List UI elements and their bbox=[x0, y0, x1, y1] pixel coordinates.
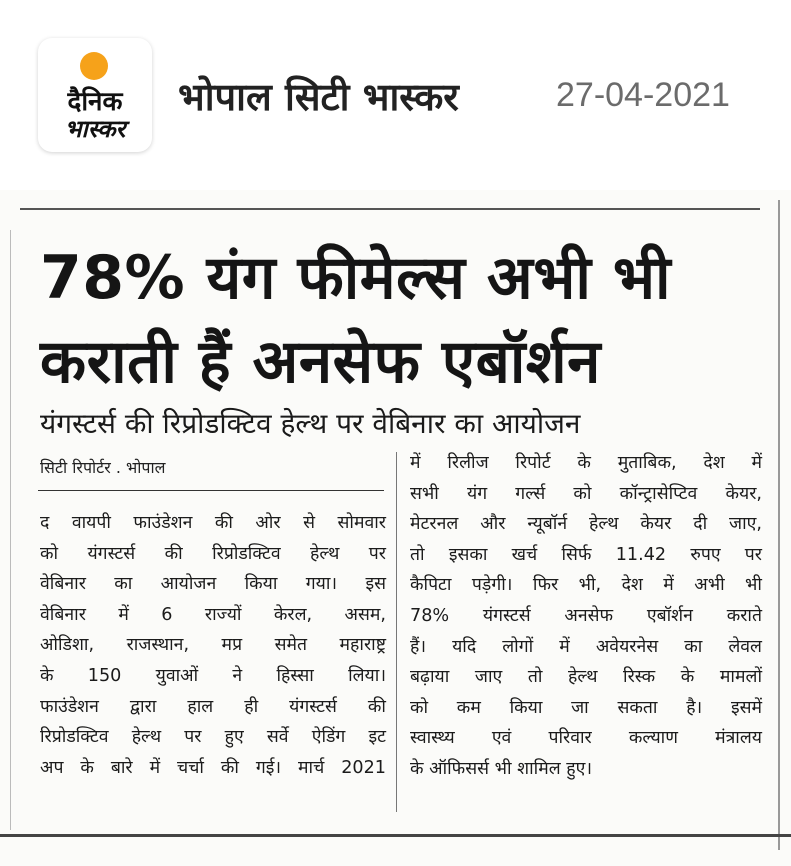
text-line: रिप्रोडक्टिव हेल्थ पर हुए सर्वे ऐडिंग इट bbox=[40, 727, 386, 748]
right-rule bbox=[778, 200, 780, 850]
column-divider bbox=[396, 452, 397, 812]
byline-rule bbox=[38, 490, 384, 491]
text-line: सभी यंग गर्ल्स को कॉन्ट्रासेप्टिव केयर, bbox=[410, 483, 762, 504]
text-line: को कम किया जा सकता है। इसमें bbox=[410, 697, 762, 718]
text-line: में रिलीज रिपोर्ट के मुताबिक, देश में bbox=[410, 453, 762, 473]
text-line: ओडिशा, राजस्थान, मप्र समेत महाराष्ट्र bbox=[40, 635, 386, 656]
subheadline: यंगस्टर्स की रिप्रोडक्टिव हेल्थ पर वेबिनार का आयोजन bbox=[40, 407, 581, 440]
top-rule bbox=[20, 208, 760, 210]
header-bar bbox=[0, 0, 791, 190]
publication-date: 27-04-2021 bbox=[556, 76, 730, 114]
text-line: तो इसका खर्च सिर्फ 11.42 रुपए पर bbox=[410, 544, 762, 565]
text-line: अप के बारे में चर्चा की गई। मार्च 2021 bbox=[40, 757, 386, 778]
publication-title: भोपाल सिटी भास्कर bbox=[178, 75, 459, 119]
text-line: द वायपी फाउंडेशन की ओर से सोमवार bbox=[40, 513, 386, 533]
byline: सिटी रिपोर्टर . भोपाल bbox=[40, 458, 166, 477]
bottom-rule bbox=[0, 834, 791, 837]
text-line: बढ़ाया जाए तो हेल्थ रिस्क के मामलों bbox=[410, 667, 762, 688]
text-line: वेबिनार में 6 राज्यों केरल, असम, bbox=[40, 604, 386, 625]
headline-line1: 78% यंग फीमेल्स अभी भी bbox=[40, 243, 672, 313]
text-line: 78% यंगस्टर्स अनसेफ एबॉर्शन कराते bbox=[410, 605, 762, 626]
logo-text-line1: दैनिक bbox=[67, 87, 123, 117]
text-line: कैपिटा पड़ेगी। फिर भी, देश में अभी भी bbox=[410, 575, 762, 596]
text-line: के 150 युवाओं ने हिस्सा लिया। bbox=[40, 665, 386, 686]
article-column-left bbox=[40, 508, 386, 783]
dainik-bhaskar-logo[interactable] bbox=[38, 38, 152, 152]
text-line: वेबिनार का आयोजन किया गया। इस bbox=[40, 574, 386, 595]
headline-line2: कराती हैं अनसेफ एबॉर्शन bbox=[40, 327, 601, 397]
text-line: स्वास्थ्य एवं परिवार कल्याण मंत्रालय bbox=[410, 728, 762, 749]
text-line: को यंगस्टर्स की रिप्रोडक्टिव हेल्थ पर bbox=[40, 543, 386, 564]
text-line: फाउंडेशन द्वारा हाल ही यंगस्टर्स की bbox=[40, 696, 386, 717]
logo-text-line2: भास्कर bbox=[64, 115, 126, 143]
text-line: के ऑफिसर्स भी शामिल हुए। bbox=[410, 758, 592, 779]
newspaper-clipping bbox=[0, 190, 791, 866]
sun-dot-icon bbox=[80, 52, 108, 80]
text-line: मेटरनल और न्यूबॉर्न हेल्थ केयर दी जाए, bbox=[410, 514, 762, 535]
text-line: हैं। यदि लोगों में अवेयरनेस का लेवल bbox=[410, 636, 762, 657]
article-column-right bbox=[410, 448, 762, 785]
left-rule bbox=[10, 230, 11, 830]
